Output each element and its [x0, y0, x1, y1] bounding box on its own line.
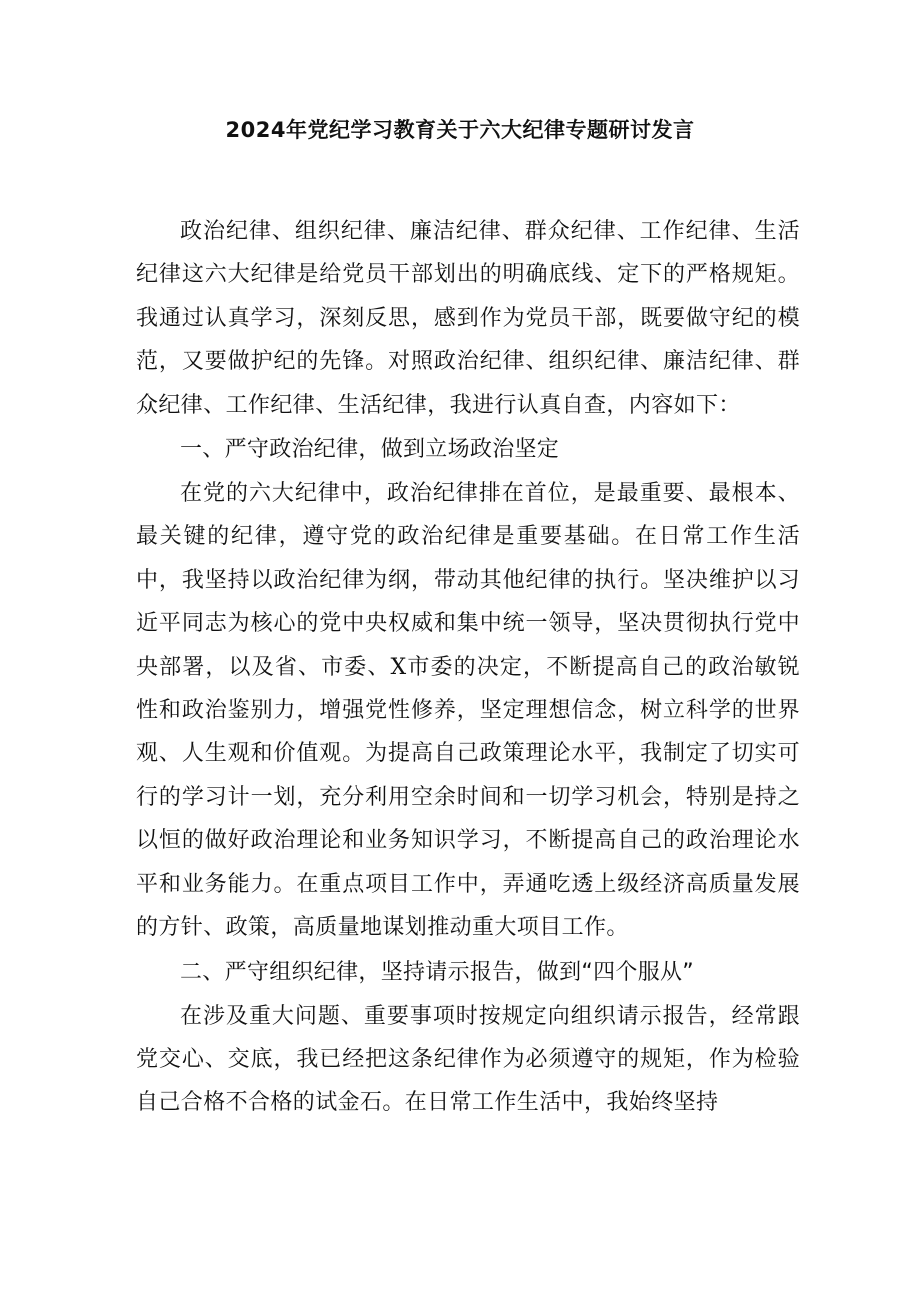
section-heading-political: 一、严守政治纪律，做到立场政治坚定	[180, 437, 560, 463]
section-heading-organizational: 二、严守组织纪律，坚持请示报告，做到“四个服从”	[180, 959, 694, 985]
document-body	[136, 210, 800, 1125]
section-paragraph-organizational: 在涉及重大问题、重要事项时按规定向组织请示报告，经常跟党交心、交底，我已经把这条纪律作为必须遵守的规矩，作为检验自己合格不合格的试金石。在日常工作生活中，我始终坚持	[136, 1003, 800, 1116]
document-title: 2024年党纪学习教育关于六大纪律专题研讨发言	[225, 118, 695, 142]
section-paragraph-political: 在党的六大纪律中，政治纪律排在首位，是最重要、最根本、最关键的纪律，遵守党的政治纪律是重要基础。在日常工作生活中，我坚持以政治纪律为纲，带动其他纪律的执行。坚决维护以习近平同志为核心的党中央权威和集中统一领导，坚决贯彻执行党中央部署，以及省、市委、X市委的决定，不断提高自己的政治敏锐性和政治鉴别力，增强党性修养，坚定理想信念，树立科学的世界观、人生观和价值观。为提高自己政策理论水平，我制定了切实可行的学习计一划，充分利用空余时间和一切学习机会，特别是持之以恒的做好政治理论和业务知识学习，不断提高自己的政治理论水平和业务能力。在重点项目工作中，弄通吃透上级经济高质量发展的方针、政策，高质量地谋划推动重大项目工作。	[136, 481, 800, 941]
intro-paragraph: 政治纪律、组织纪律、廉洁纪律、群众纪律、工作纪律、生活纪律这六大纪律是给党员干部划出的明确底线、定下的严格规矩。我通过认真学习，深刻反思，感到作为党员干部，既要做守纪的模范，又要做护纪的先锋。对照政治纪律、组织纪律、廉洁纪律、群众纪律、工作纪律、生活纪律，我进行认真自查，内容如下：	[136, 219, 800, 418]
